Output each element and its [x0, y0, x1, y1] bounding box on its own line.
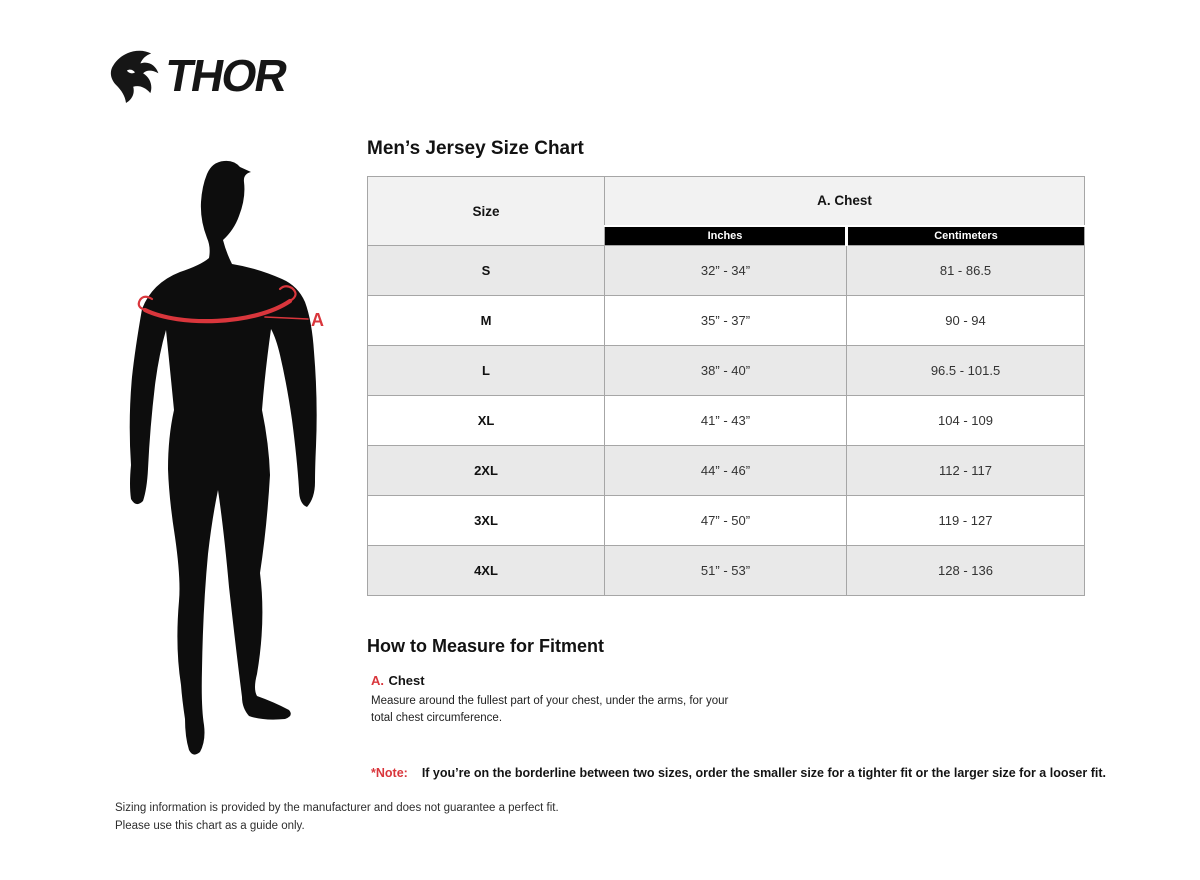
measurement-label-a: A — [311, 310, 324, 330]
measure-item-key: A. — [371, 673, 384, 688]
centimeters-value: 96.5 - 101.5 — [847, 346, 1085, 396]
table-row-2xl — [368, 446, 1085, 496]
size-label: 4XL — [368, 546, 605, 596]
fit-note — [371, 766, 1106, 780]
male-silhouette — [115, 158, 345, 780]
sizing-disclaimer — [115, 800, 559, 836]
measure-item-name: Chest — [388, 673, 425, 688]
thor-goat-icon — [108, 46, 162, 106]
brand-logo — [108, 46, 291, 106]
table-row-m — [368, 296, 1085, 346]
size-label: L — [368, 346, 605, 396]
fit-note-label: *Note: — [371, 766, 408, 780]
size-label: 3XL — [368, 496, 605, 546]
centimeters-value: 104 - 109 — [847, 396, 1085, 446]
size-label: M — [368, 296, 605, 346]
inches-value: 51” - 53” — [605, 546, 847, 596]
size-label: 2XL — [368, 446, 605, 496]
fit-note-text: If you’re on the borderline between two sizes, order the smaller size for a tighter fit or the larger size for a looser fit. — [421, 766, 1106, 780]
size-chart-title: Men’s Jersey Size Chart — [367, 138, 584, 159]
sizing-disclaimer-line2: Please use this chart as a guide only. — [115, 819, 305, 832]
centimeters-value: 90 - 94 — [847, 296, 1085, 346]
measure-item-chest — [371, 672, 751, 726]
measurement-figure — [115, 158, 345, 780]
how-to-measure-title: How to Measure for Fitment — [367, 636, 605, 656]
table-row-s — [368, 246, 1085, 296]
sizing-disclaimer-line1: Sizing information is provided by the manufacturer and does not guarantee a perfect fit. — [115, 802, 559, 814]
inches-value: 47” - 50” — [605, 496, 847, 546]
centimeters-value: 81 - 86.5 — [847, 246, 1085, 296]
inches-value: 35” - 37” — [605, 296, 847, 346]
table-row-xl — [368, 396, 1085, 446]
column-header-size: Size — [368, 177, 605, 246]
table-row-l — [368, 346, 1085, 396]
inches-value: 41” - 43” — [605, 396, 847, 446]
size-chart-table — [367, 176, 1085, 596]
size-label: S — [368, 246, 605, 296]
column-header-inches: Inches — [605, 226, 847, 246]
centimeters-value: 128 - 136 — [847, 546, 1085, 596]
measure-item-heading — [371, 672, 751, 690]
inches-value: 38” - 40” — [605, 346, 847, 396]
centimeters-value: 112 - 117 — [847, 446, 1085, 496]
column-header-centimeters: Centimeters — [847, 226, 1085, 246]
column-header-chest-group: A. Chest — [605, 177, 1085, 226]
inches-value: 44” - 46” — [605, 446, 847, 496]
centimeters-value: 119 - 127 — [847, 496, 1085, 546]
measure-item-description: Measure around the fullest part of your chest, under the arms, for your total chest circumference. — [371, 695, 729, 724]
table-header-row — [368, 177, 1085, 226]
size-label: XL — [368, 396, 605, 446]
brand-wordmark: THOR — [161, 50, 291, 101]
table-row-4xl — [368, 546, 1085, 596]
table-row-3xl — [368, 496, 1085, 546]
inches-value: 32” - 34” — [605, 246, 847, 296]
